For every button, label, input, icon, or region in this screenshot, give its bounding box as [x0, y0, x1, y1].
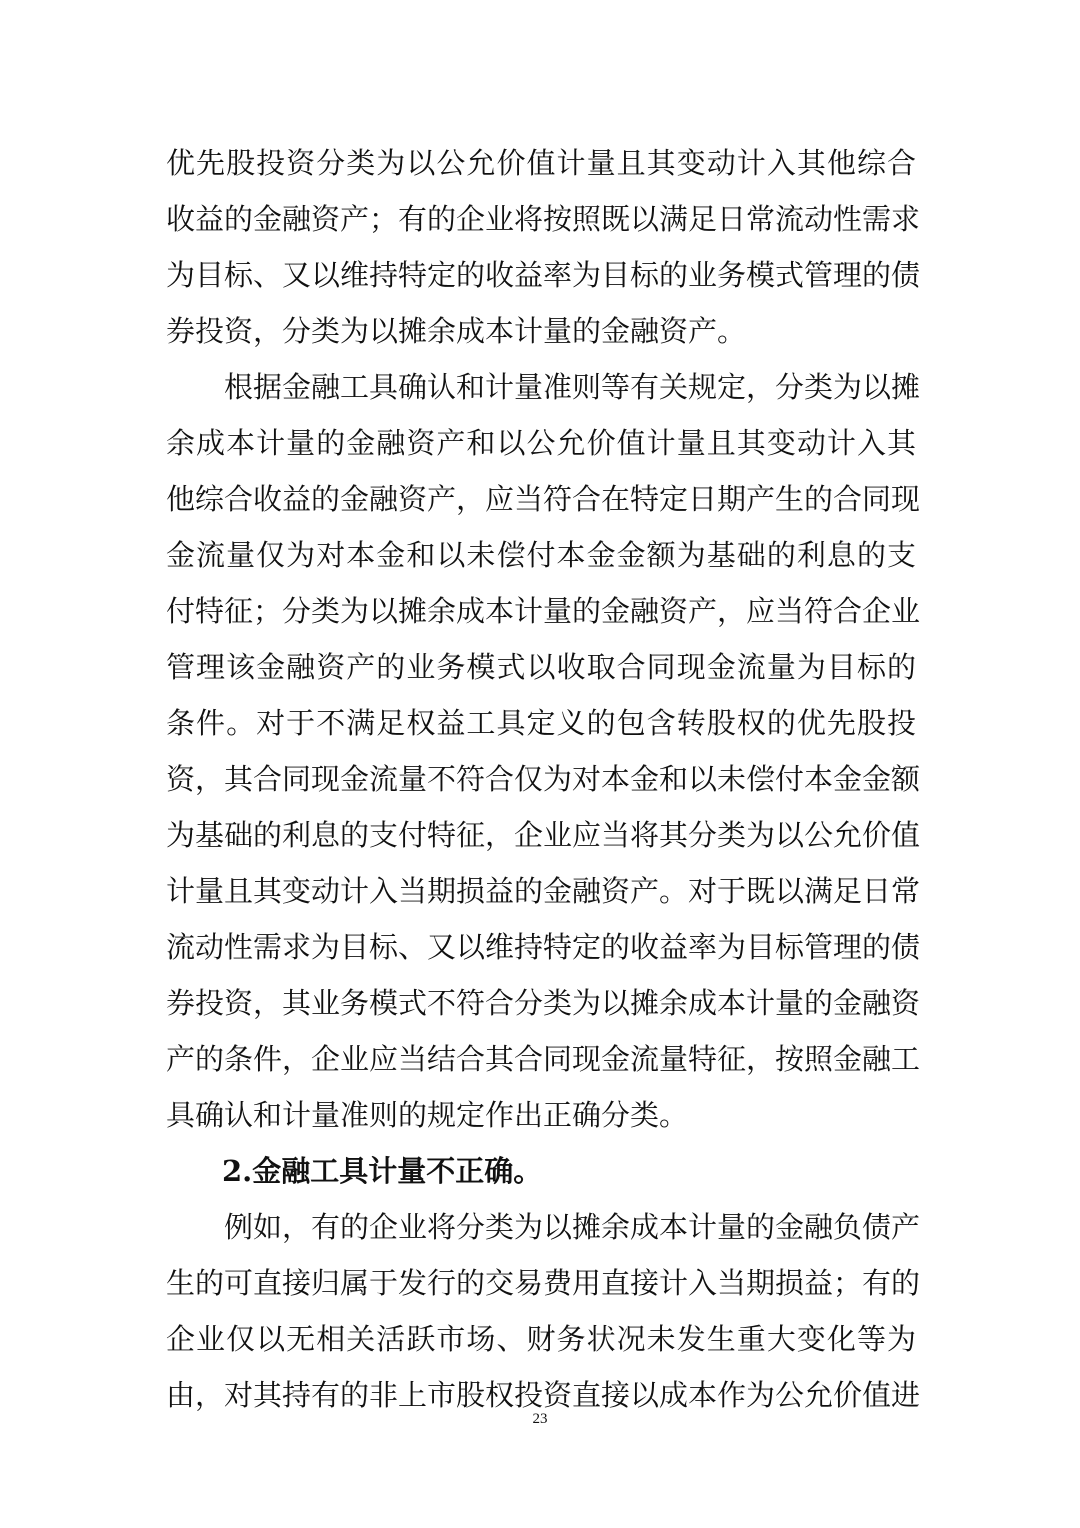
page-number: 23: [532, 1411, 548, 1427]
text-line: 具确认和计量准则的规定作出正确分类。: [166, 1098, 689, 1132]
text-line: 条件。对于不满足权益工具定义的包含转股权的优先股投: [166, 706, 916, 740]
text-line: 收益的金融资产；有的企业将按照既以满足日常流动性需求: [166, 202, 921, 236]
paragraph-first-line: 例如，有的企业将分类为以摊余成本计量的金融负债产: [224, 1210, 921, 1244]
text-line: 券投资，其业务模式不符合分类为以摊余成本计量的金融资: [166, 986, 921, 1020]
text-line: 为基础的利息的支付特征，企业应当将其分类为以公允价值: [166, 818, 921, 852]
text-line: 管理该金融资产的业务模式以收取合同现金流量为目标的: [166, 650, 916, 684]
text-line: 生的可直接归属于发行的交易费用直接计入当期损益；有的: [166, 1266, 921, 1300]
text-line: 金流量仅为对本金和以未偿付本金金额为基础的利息的支: [166, 538, 916, 572]
text-line: 由，对其持有的非上市股权投资直接以成本作为公允价值进: [166, 1378, 921, 1412]
text-line: 他综合收益的金融资产，应当符合在特定日期产生的合同现: [166, 482, 921, 516]
text-line: 企业仅以无相关活跃市场、财务状况未发生重大变化等为: [166, 1322, 916, 1356]
text-line: 优先股投资分类为以公允价值计量且其变动计入其他综合: [166, 146, 916, 180]
text-line: 为目标、又以维持特定的收益率为目标的业务模式管理的债: [166, 258, 921, 292]
section-heading: 2.金融工具计量不正确。: [222, 1154, 543, 1188]
paragraph-first-line: 根据金融工具确认和计量准则等有关规定，分类为以摊: [224, 370, 921, 404]
text-line: 资，其合同现金流量不符合仅为对本金和以未偿付本金金额: [166, 762, 921, 796]
text-line: 余成本计量的金融资产和以公允价值计量且其变动计入其: [166, 426, 916, 460]
text-line: 券投资，分类为以摊余成本计量的金融资产。: [166, 314, 747, 348]
text-line: 产的条件，企业应当结合其合同现金流量特征，按照金融工: [166, 1042, 921, 1076]
text-line: 付特征；分类为以摊余成本计量的金融资产，应当符合企业: [166, 594, 921, 628]
text-line: 计量且其变动计入当期损益的金融资产。对于既以满足日常: [166, 874, 921, 908]
text-line: 流动性需求为目标、又以维持特定的收益率为目标管理的债: [166, 930, 921, 964]
